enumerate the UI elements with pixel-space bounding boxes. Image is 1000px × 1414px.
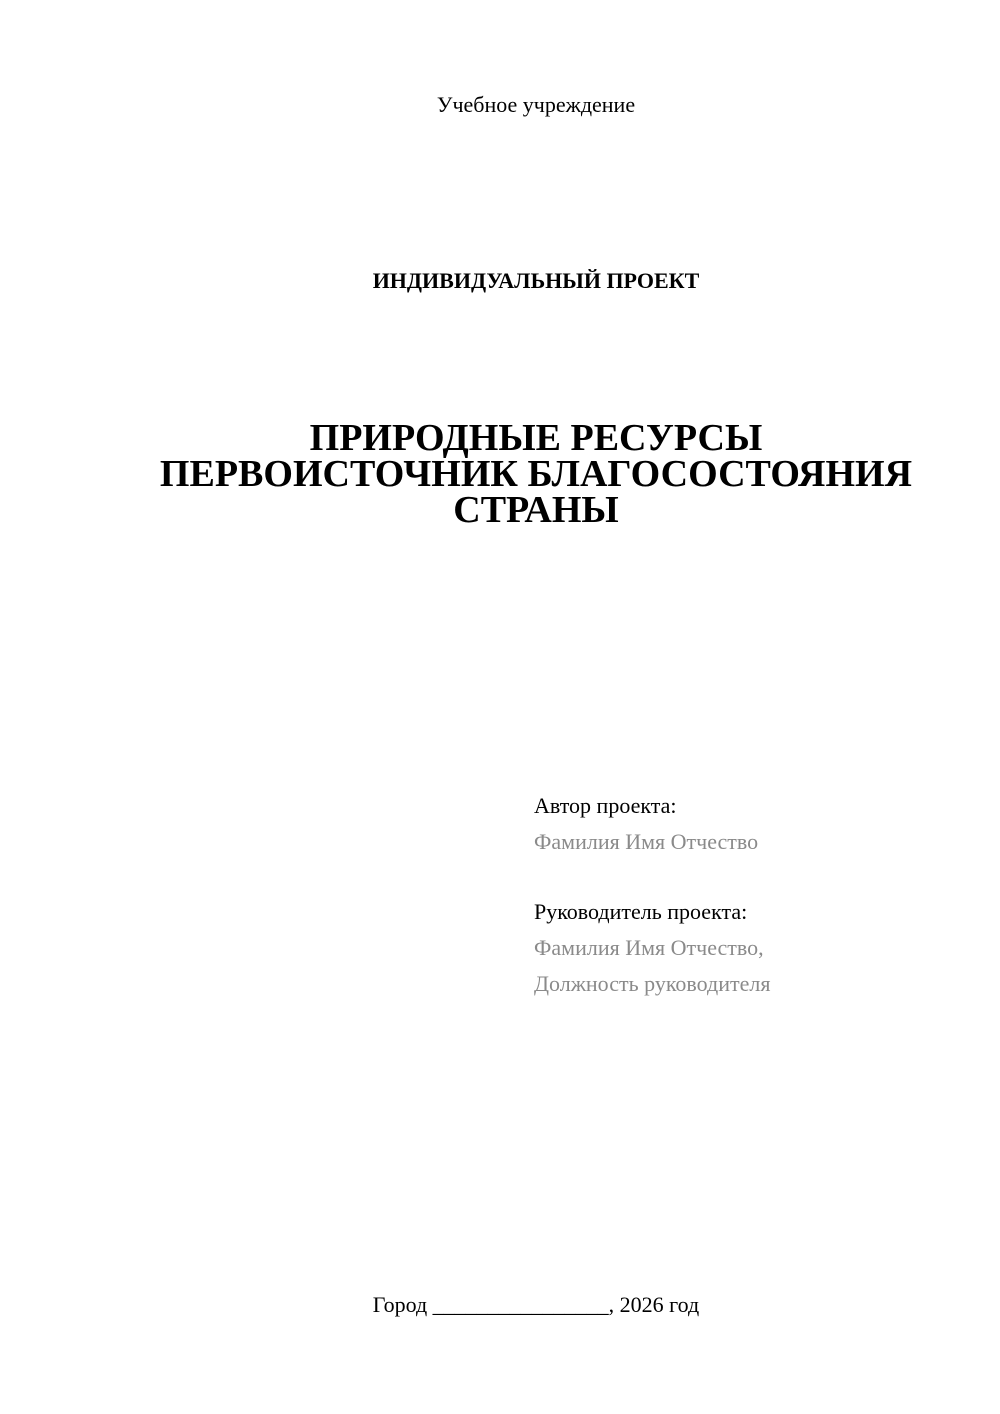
supervisor-name: Фамилия Имя Отчество, [534, 935, 764, 960]
credits-spacer [534, 860, 974, 894]
supervisor-label: Руководитель проекта: [534, 899, 748, 924]
author-label: Автор проекта: [534, 793, 677, 818]
institution-name: Учебное учреждение [436, 92, 636, 117]
title-line-3: СТРАНЫ [453, 489, 619, 531]
title-line-2: ПЕРВОИСТОЧНИК БЛАГОСОСТОЯНИЯ [159, 453, 913, 495]
title-line-1: ПРИРОДНЫЕ РЕСУРСЫ [309, 417, 763, 459]
document-type: ИНДИВИДУАЛЬНЫЙ ПРОЕКТ [372, 268, 700, 293]
credits-block [534, 788, 974, 1002]
supervisor-position: Должность руководителя [534, 971, 771, 996]
city-year-footer: Город ________________, 2026 год [372, 1292, 700, 1317]
project-title [0, 417, 1000, 531]
author-name: Фамилия Имя Отчество [534, 829, 759, 854]
